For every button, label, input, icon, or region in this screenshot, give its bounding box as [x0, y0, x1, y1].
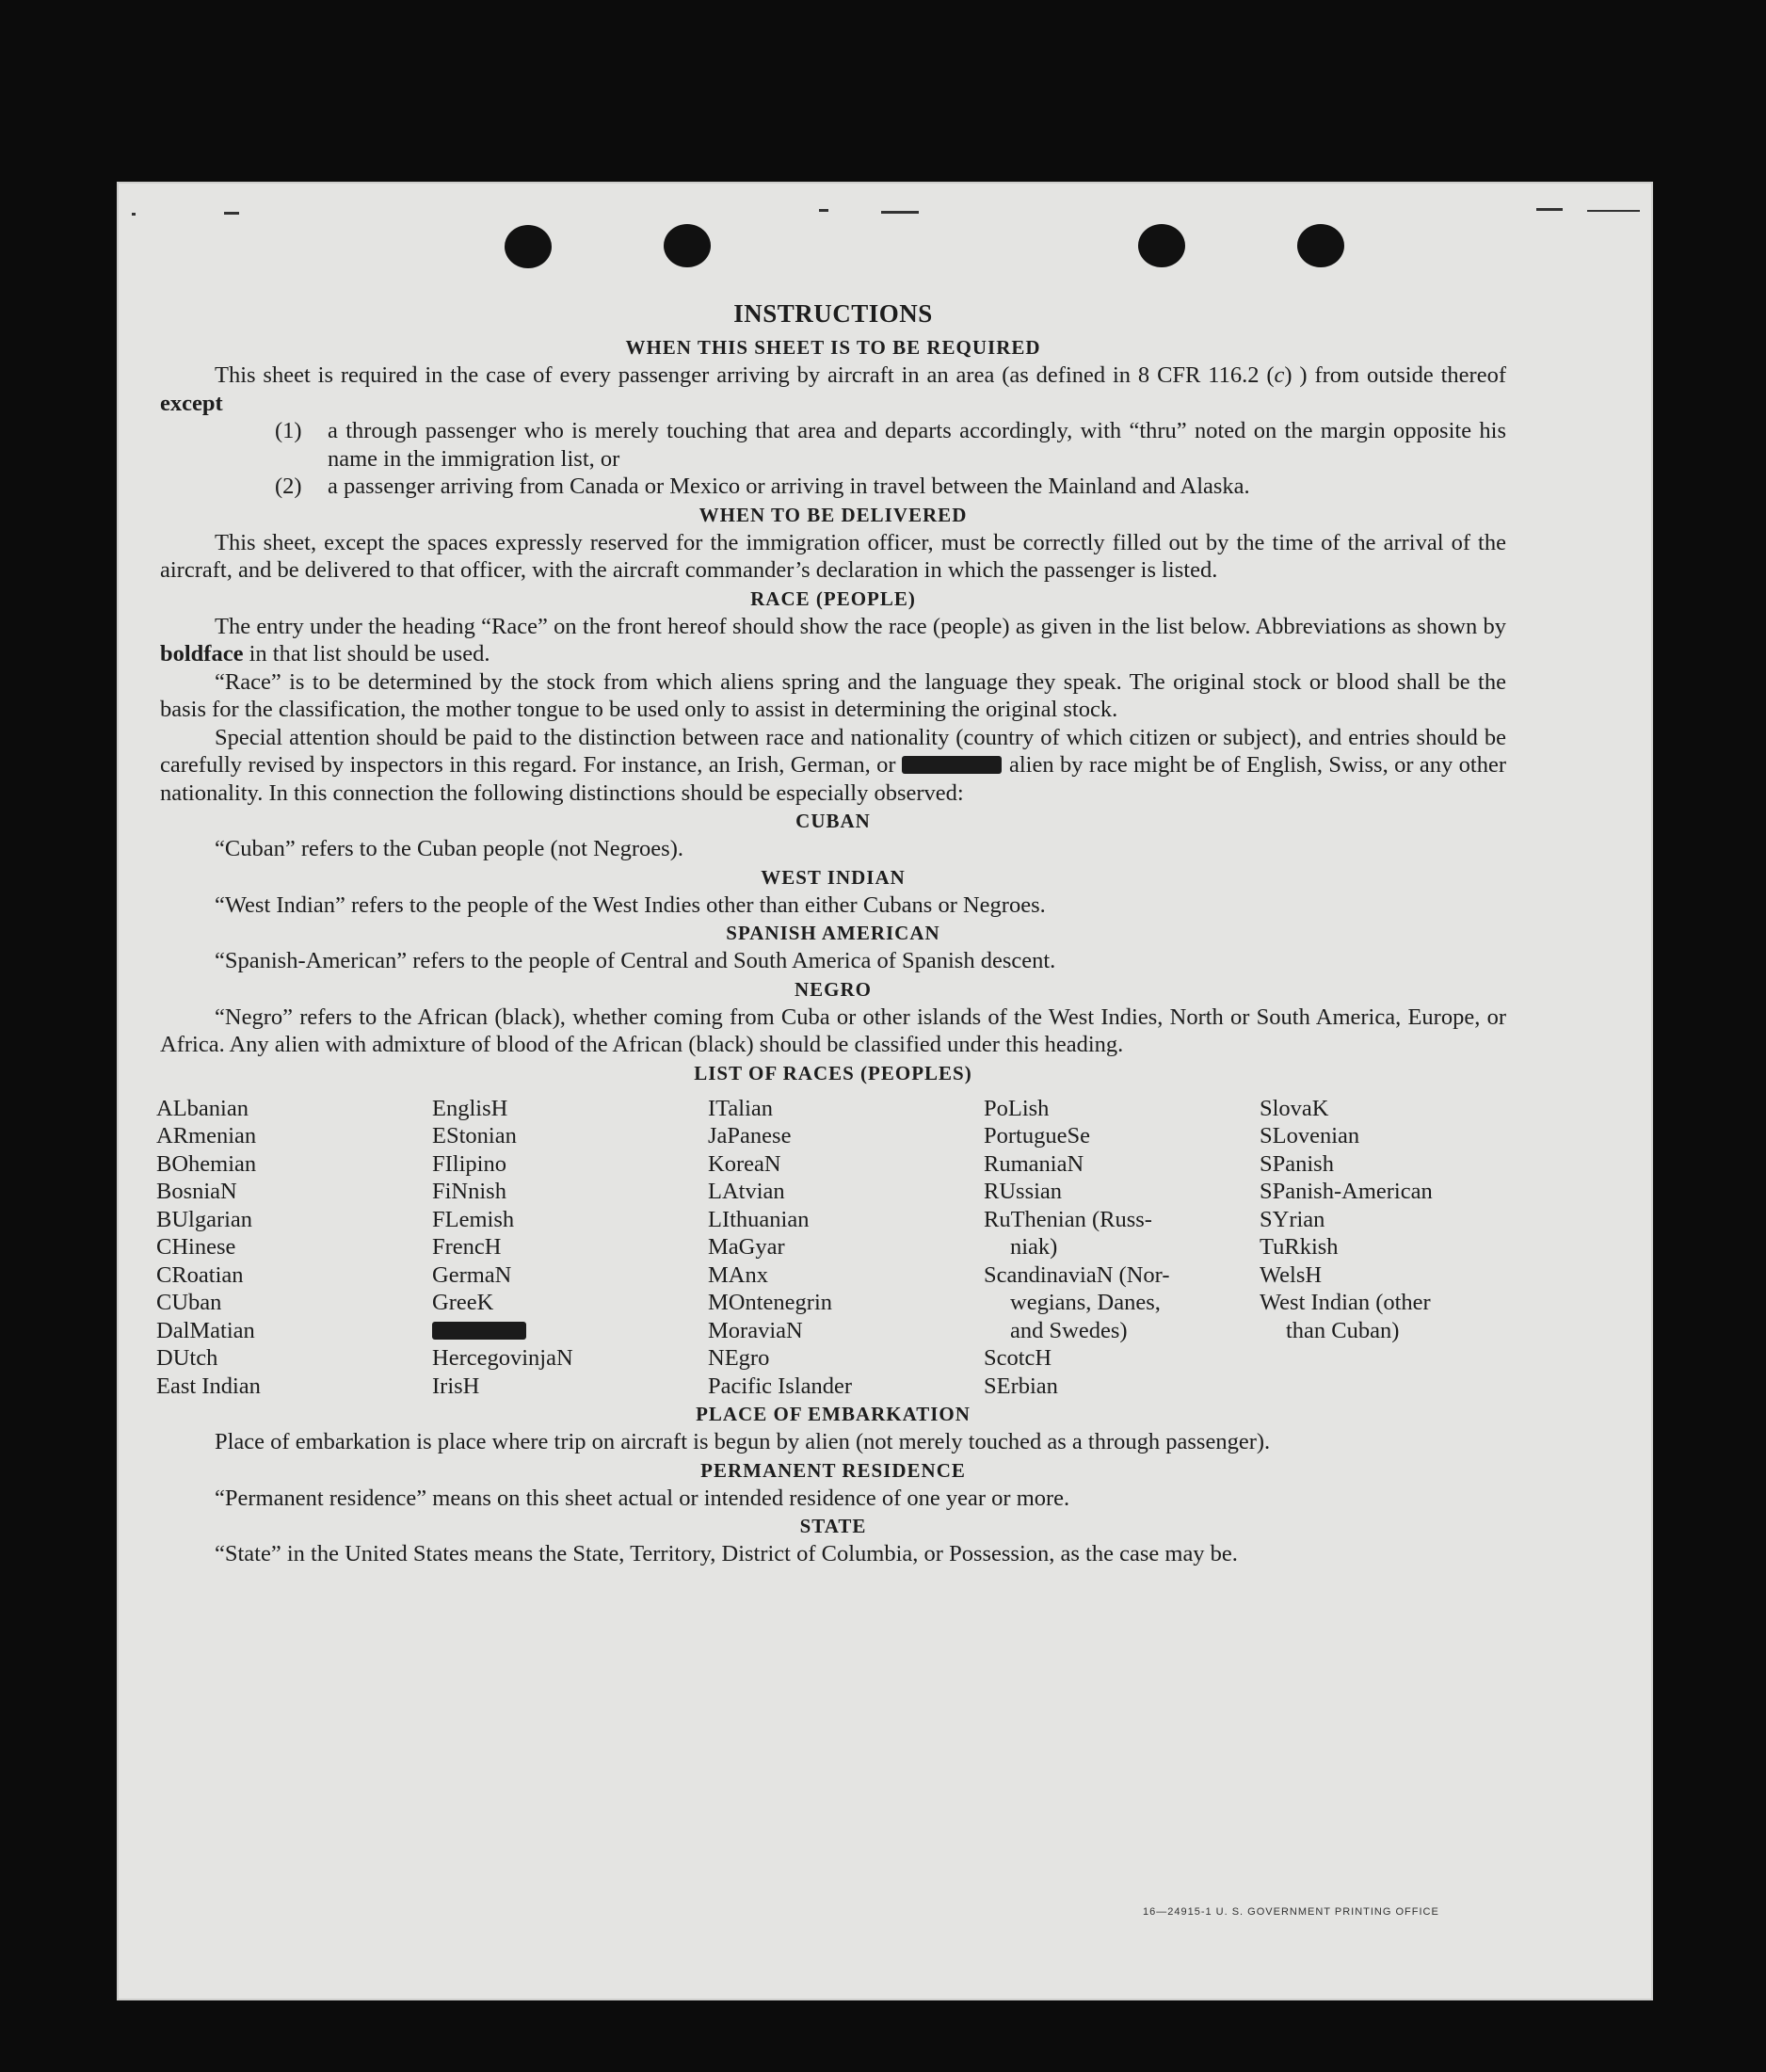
race-item: EnglisH	[432, 1095, 508, 1121]
punch-hole	[505, 225, 552, 268]
race-item: PortugueSe	[984, 1123, 1090, 1148]
heading-list-of-races: LIST OF RACES (PEOPLES)	[694, 1061, 972, 1084]
race-item-continuation: than Cuban)	[1286, 1317, 1400, 1343]
heading-cuban: CUBAN	[795, 810, 871, 832]
race-item: MOntenegrin	[708, 1290, 832, 1315]
race-item: East Indian	[156, 1373, 261, 1399]
heading-race: RACE (PEOPLE)	[750, 586, 916, 610]
heading-negro: NEGRO	[794, 977, 872, 1001]
race-item-continuation: and Swedes)	[1010, 1317, 1128, 1343]
scan-speck	[1536, 208, 1563, 211]
races-column-1	[156, 1095, 432, 1401]
race-item: DUtch	[156, 1345, 218, 1371]
race-item: PoLish	[984, 1095, 1050, 1121]
race-item: BOhemian	[156, 1150, 257, 1177]
race-item: SErbian	[984, 1373, 1058, 1399]
race-item: FiNnish	[432, 1179, 506, 1204]
document-page	[117, 182, 1653, 2000]
race-item: SlovaK	[1260, 1095, 1329, 1121]
race-item: RUssian	[984, 1179, 1063, 1204]
race-item: MAnx	[708, 1261, 768, 1288]
race-item: WelsH	[1260, 1261, 1323, 1288]
redaction-mark	[902, 756, 1002, 774]
instructions-body	[156, 298, 1507, 1568]
races-list	[156, 1095, 1506, 1401]
heading-embarkation: PLACE OF EMBARKATION	[696, 1403, 971, 1425]
race-item: IrisH	[432, 1373, 480, 1399]
race-item: FLemish	[432, 1206, 515, 1232]
race-item-redacted	[432, 1317, 708, 1345]
race-item: EStonian	[432, 1123, 517, 1148]
page-title: INSTRUCTIONS	[733, 299, 933, 328]
race-item: FIlipino	[432, 1150, 506, 1177]
heading-state: STATE	[799, 1515, 867, 1537]
race-item: BUlgarian	[156, 1206, 253, 1232]
state-text: “State” in the United States means the State, Territory, District of Columbia, or Possession, as the case may be.	[215, 1541, 1238, 1566]
race-paragraph-1: The entry under the heading “Race” on the front hereof should show the race (people) as given in the list below. Abbreviations as shown by boldface in that list should be used.	[160, 613, 1506, 667]
race-item: TuRkish	[1260, 1234, 1339, 1260]
residence-text: “Permanent residence” means on this sheet actual or intended residence of one year or more.	[215, 1485, 1070, 1511]
race-item: SYrian	[1260, 1206, 1325, 1232]
west-indian-text: “West Indian” refers to the people of the West Indies other than either Cubans or Negroes.	[215, 891, 1046, 918]
race-item: NEgro	[708, 1345, 770, 1371]
race-item: RuThenian (Russ-	[984, 1206, 1152, 1232]
printing-office-footer: 16—24915-1 U. S. GOVERNMENT PRINTING OFFICE	[1143, 1906, 1439, 1918]
race-item: MaGyar	[708, 1234, 785, 1260]
race-item: West Indian (other	[1260, 1290, 1431, 1315]
heading-west-indian: WEST INDIAN	[761, 865, 906, 889]
race-item: ALbanian	[156, 1095, 249, 1121]
punch-hole	[1297, 224, 1344, 267]
required-item: (1) a through passenger who is merely touching that area and departs accordingly, with “thru” noted on the margin opposite his name in the immigration list, or	[275, 418, 1506, 472]
races-column-3	[708, 1095, 984, 1401]
race-item: LIthuanian	[708, 1206, 810, 1232]
required-item: (2) a passenger arriving from Canada or Mexico or arriving in travel between the Mainland and Alaska.	[275, 474, 1250, 499]
race-item: MoraviaN	[708, 1317, 803, 1343]
scan-speck	[224, 212, 239, 215]
race-item: SPanish	[1260, 1150, 1334, 1177]
race-item: JaPanese	[708, 1123, 792, 1148]
race-item: ScandinaviaN (Nor-	[984, 1261, 1170, 1288]
punch-hole	[664, 224, 711, 267]
embarkation-text: Place of embarkation is place where trip on aircraft is begun by alien (not merely touched as a through passenger).	[215, 1429, 1271, 1454]
negro-text: “Negro” refers to the African (black), whether coming from Cuba or other islands of the West Indies, North or South America, Europe, or Africa. Any alien with admixture of blood of the African (black) should be classified under this heading.	[160, 1004, 1506, 1057]
heading-delivered: WHEN TO BE DELIVERED	[698, 503, 968, 526]
scan-speck	[1587, 210, 1640, 212]
scan-speck	[132, 213, 136, 216]
punch-hole	[1138, 224, 1185, 267]
race-item: CHinese	[156, 1234, 236, 1260]
heading-permanent-residence: PERMANENT RESIDENCE	[700, 1458, 966, 1482]
required-intro: This sheet is required in the case of every passenger arriving by aircraft in an area (as defined in 8 CFR 116.2 (c) ) from outside thereof except	[160, 362, 1506, 416]
race-item: ITalian	[708, 1095, 774, 1121]
race-item: CRoatian	[156, 1261, 244, 1288]
race-item: FrencH	[432, 1234, 502, 1260]
race-item: RumaniaN	[984, 1150, 1084, 1177]
redaction-mark	[432, 1322, 526, 1340]
race-paragraph-3: Special attention should be paid to the distinction between race and nationality (country of which citizen or subject), and entries should be carefully revised by inspectors in this regard. For instance, an Irish, German, or alien by race might be of English, Swiss, or any other nationality. In this connection the following distinctions should be especially observed:	[160, 724, 1507, 806]
race-item: ScotcH	[984, 1345, 1052, 1371]
race-item: SLovenian	[1260, 1123, 1360, 1148]
race-item: DalMatian	[156, 1317, 255, 1343]
scan-speck	[819, 209, 828, 212]
races-column-5	[1260, 1095, 1535, 1401]
race-item: CUban	[156, 1290, 222, 1315]
race-item: GreeK	[432, 1290, 494, 1315]
delivered-text: This sheet, except the spaces expressly reserved for the immigration officer, must be correctly filled out by the time of the arrival of the aircraft, and be delivered to that officer, with the aircraft commander’s declaration in which the passenger is listed.	[160, 529, 1506, 583]
spanish-american-text: “Spanish-American” refers to the people of Central and South America of Spanish descent.	[215, 948, 1056, 973]
race-item: BosniaN	[156, 1179, 237, 1204]
races-column-2	[432, 1095, 708, 1401]
heading-spanish-american: SPANISH AMERICAN	[726, 922, 940, 944]
race-item: ARmenian	[156, 1123, 257, 1148]
race-paragraph-2: “Race” is to be determined by the stock from which aliens spring and the language they speak. The original stock or blood shall be the basis for the classification, the mother tongue to be used only to assist in determining the original stock.	[160, 668, 1506, 722]
race-item: LAtvian	[708, 1179, 785, 1204]
heading-required: WHEN THIS SHEET IS TO BE REQUIRED	[625, 336, 1041, 359]
race-item: Pacific Islander	[708, 1373, 853, 1399]
race-item-continuation: niak)	[1010, 1234, 1058, 1260]
race-item-continuation: wegians, Danes,	[1010, 1290, 1161, 1315]
cuban-text: “Cuban” refers to the Cuban people (not Negroes).	[215, 836, 683, 861]
race-item: KoreaN	[708, 1150, 781, 1177]
race-item: HercegovinjaN	[432, 1345, 573, 1371]
race-item: GermaN	[432, 1261, 512, 1288]
scan-speck	[881, 211, 919, 214]
races-column-4	[984, 1095, 1260, 1401]
race-item: SPanish-American	[1260, 1179, 1433, 1204]
